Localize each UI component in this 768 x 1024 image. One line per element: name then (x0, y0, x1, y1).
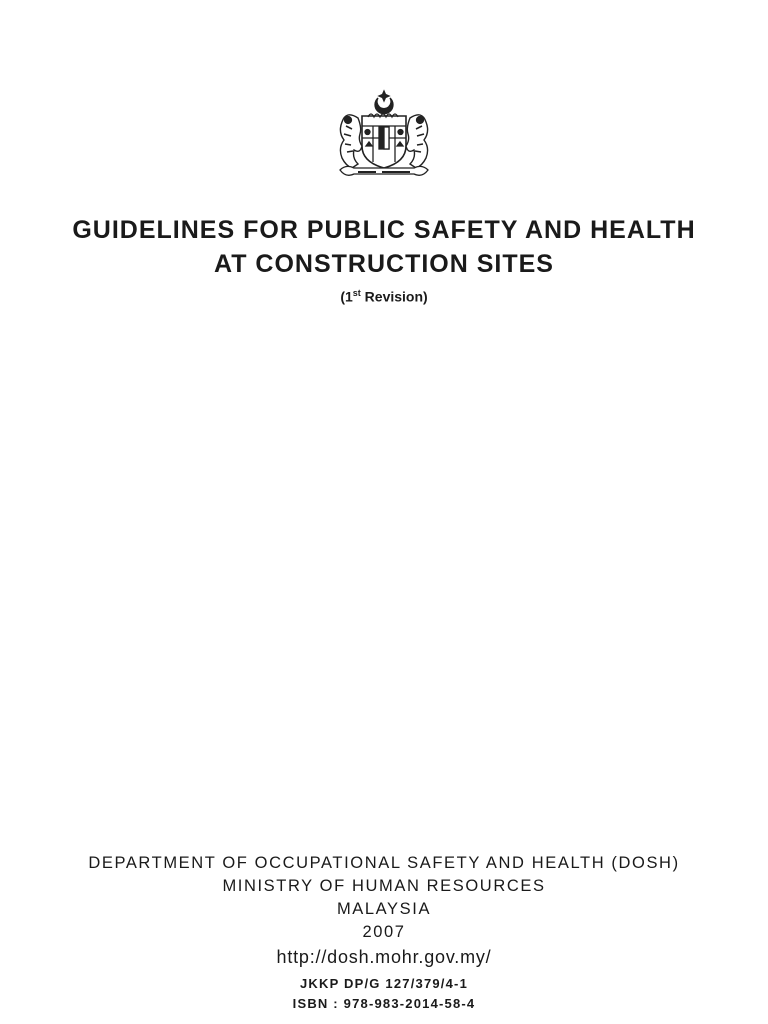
revision-open: (1 (340, 288, 353, 305)
publisher-block (0, 852, 768, 1014)
ministry-name: MINISTRY OF HUMAN RESOURCES (222, 877, 546, 895)
document-title-line-2: AT CONSTRUCTION SITES (214, 250, 554, 278)
publication-year: 2007 (362, 923, 406, 941)
coat-of-arms-icon (318, 88, 450, 188)
revision-close: Revision) (360, 288, 428, 305)
isbn-number: ISBN : 978-983-2014-58-4 (292, 996, 476, 1011)
revision-label (0, 288, 768, 305)
reference-number: JKKP DP/G 127/379/4-1 (299, 976, 469, 991)
website-link[interactable]: http://dosh.mohr.gov.my/ (276, 947, 492, 967)
revision-ordinal: st (352, 288, 361, 298)
department-name: DEPARTMENT OF OCCUPATIONAL SAFETY AND HEALTH (DOSH) (88, 854, 680, 872)
document-title-line-1: GUIDELINES FOR PUBLIC SAFETY AND HEALTH (72, 216, 696, 244)
country-name: MALAYSIA (336, 900, 432, 918)
